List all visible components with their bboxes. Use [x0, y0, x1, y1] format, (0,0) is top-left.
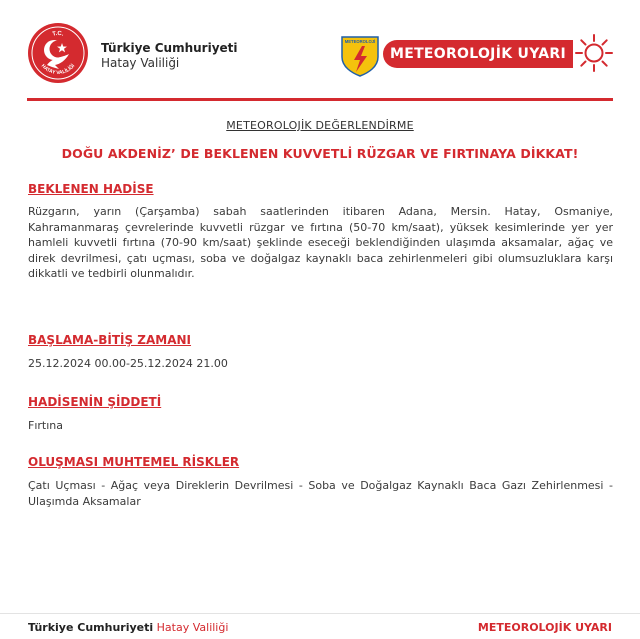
meteorology-logo-icon: [338, 31, 382, 77]
section-text-severity: Fırtına: [28, 419, 63, 432]
seal-bottom-text: HATAY VALİLİĞİ: [39, 63, 77, 77]
header-divider: [27, 98, 613, 101]
svg-text:T.C.: [52, 31, 65, 38]
warning-headline: DOĞU AKDENİZ’ DE BEKLENEN KUVVETLİ RÜZGAR VE FIRTINAYA DİKKAT!: [61, 146, 579, 161]
footer-governorship: [28, 621, 228, 634]
section-text-start-end-time: 25.12.2024 00.00-25.12.2024 21.00: [28, 357, 228, 370]
section-heading-expected-event: BEKLENEN HADİSE: [28, 182, 154, 196]
footer-gov-subtitle: Hatay Valiliği: [156, 621, 229, 634]
met-logo-text: METEOROLOJİ: [344, 39, 376, 44]
seal-top-text: T.C.: [51, 30, 65, 38]
footer-gov-title: Türkiye Cumhuriyeti: [28, 621, 154, 634]
warning-badge-label: METEOROLOJİK UYARI: [389, 46, 567, 62]
footer-warning-label: METEOROLOJİK UYARI: [477, 621, 612, 634]
warning-badge: [383, 40, 573, 68]
section-text-expected-event: Rüzgarın, yarın (Çarşamba) sabah saatlerinden itibaren Adana, Mersin. Hatay, Osmaniye, Kahramanmaraş çevrelerinde kuvvetli rüzgar ve fırtına (50-70 km/saat), yüksek kesimlerinde yer yer hamleli kuvvetli fırtına (70-90 km/saat) şeklinde eseceği beklendiğinden ulaşımda aksamalar, ağaç ve direk devrilmesi, çatı uçması, soba ve doğalgaz kaynaklı baca zehirlenmeleri gibi olumsuzluklara karşı dikkatli ve tedbirli olunmalıdır.: [28, 205, 613, 280]
gov-title: Türkiye Cumhuriyeti: [101, 41, 238, 55]
footer-divider: [0, 613, 640, 614]
sun-icon: [574, 33, 614, 73]
evaluation-title: METEOROLOJİK DEĞERLENDİRME: [226, 119, 414, 132]
section-heading-start-end-time: BAŞLAMA-BİTİŞ ZAMANI: [28, 333, 192, 347]
svg-text:HATAY VALİLİĞİ: [40, 62, 77, 76]
gov-subtitle: Hatay Valiliği: [101, 56, 180, 70]
section-text-risks: Çatı Uçması - Ağaç veya Direklerin Devrilmesi - Soba ve Doğalgaz Kaynaklı Baca Gazı Zehirlenmesi - Ulaşımda Aksamalar: [28, 479, 613, 508]
governorship-title-block: [101, 41, 238, 71]
seal-emblem-icon: [28, 23, 88, 83]
hatay-governorship-seal: [28, 23, 88, 83]
section-heading-risks: OLUŞMASI MUHTEMEL RİSKLER: [28, 455, 240, 469]
section-heading-severity: HADİSENİN ŞİDDETİ: [28, 395, 162, 409]
